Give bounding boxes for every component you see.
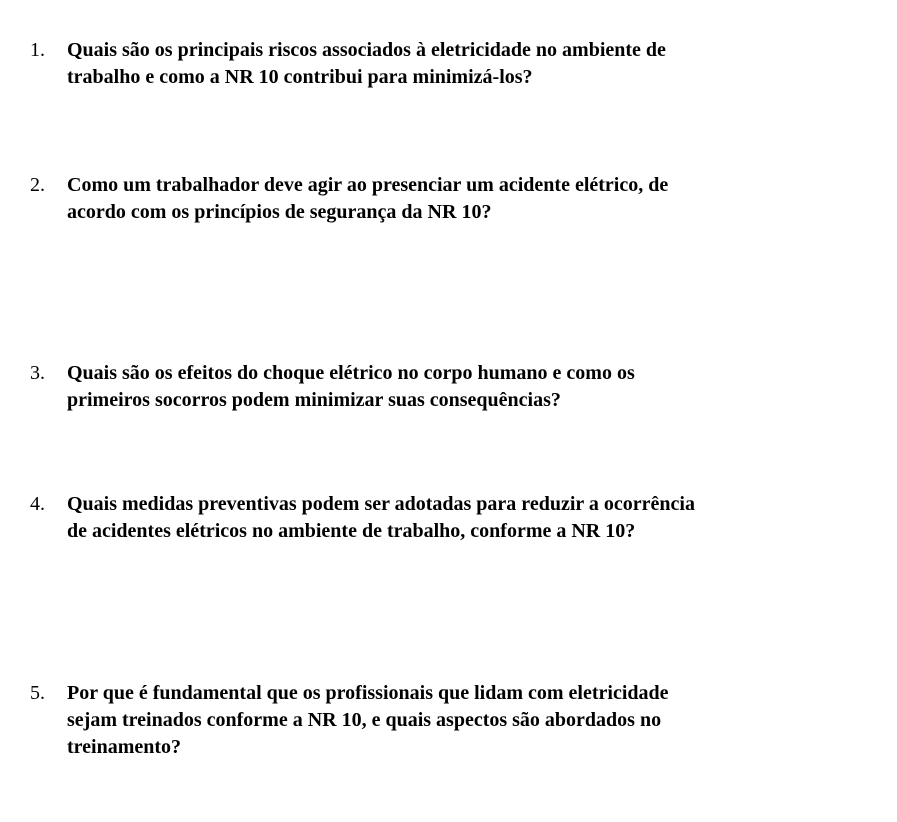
question-text	[67, 37, 810, 91]
question-number: 1.	[30, 39, 45, 61]
question-line: de acidentes elétricos no ambiente de trabalho, conforme a NR 10?	[67, 520, 636, 542]
question-text	[67, 360, 810, 414]
question-line: Quais são os principais riscos associados à eletricidade no ambiente de	[67, 39, 666, 61]
question-line: Quais são os efeitos do choque elétrico no corpo humano e como os	[67, 362, 635, 384]
question-item	[30, 360, 810, 414]
question-text	[67, 680, 810, 761]
question-number: 2.	[30, 174, 45, 196]
question-line: sejam treinados conforme a NR 10, e quais aspectos são abordados no	[67, 709, 662, 731]
question-item	[30, 172, 810, 226]
question-item	[30, 680, 810, 761]
question-line: trabalho e como a NR 10 contribui para minimizá-los?	[67, 66, 533, 88]
question-number: 5.	[30, 682, 45, 704]
question-line: Como um trabalhador deve agir ao presenciar um acidente elétrico, de	[67, 174, 669, 196]
question-line: Por que é fundamental que os profissionais que lidam com eletricidade	[67, 682, 669, 704]
question-number: 3.	[30, 362, 45, 384]
question-line: primeiros socorros podem minimizar suas consequências?	[67, 389, 561, 411]
question-text	[67, 491, 810, 545]
question-text	[67, 172, 810, 226]
question-line: acordo com os princípios de segurança da NR 10?	[67, 201, 492, 223]
question-line: treinamento?	[67, 736, 182, 758]
question-item	[30, 37, 810, 91]
question-item	[30, 491, 810, 545]
question-line: Quais medidas preventivas podem ser adotadas para reduzir a ocorrência	[67, 493, 695, 515]
question-number: 4.	[30, 493, 45, 515]
